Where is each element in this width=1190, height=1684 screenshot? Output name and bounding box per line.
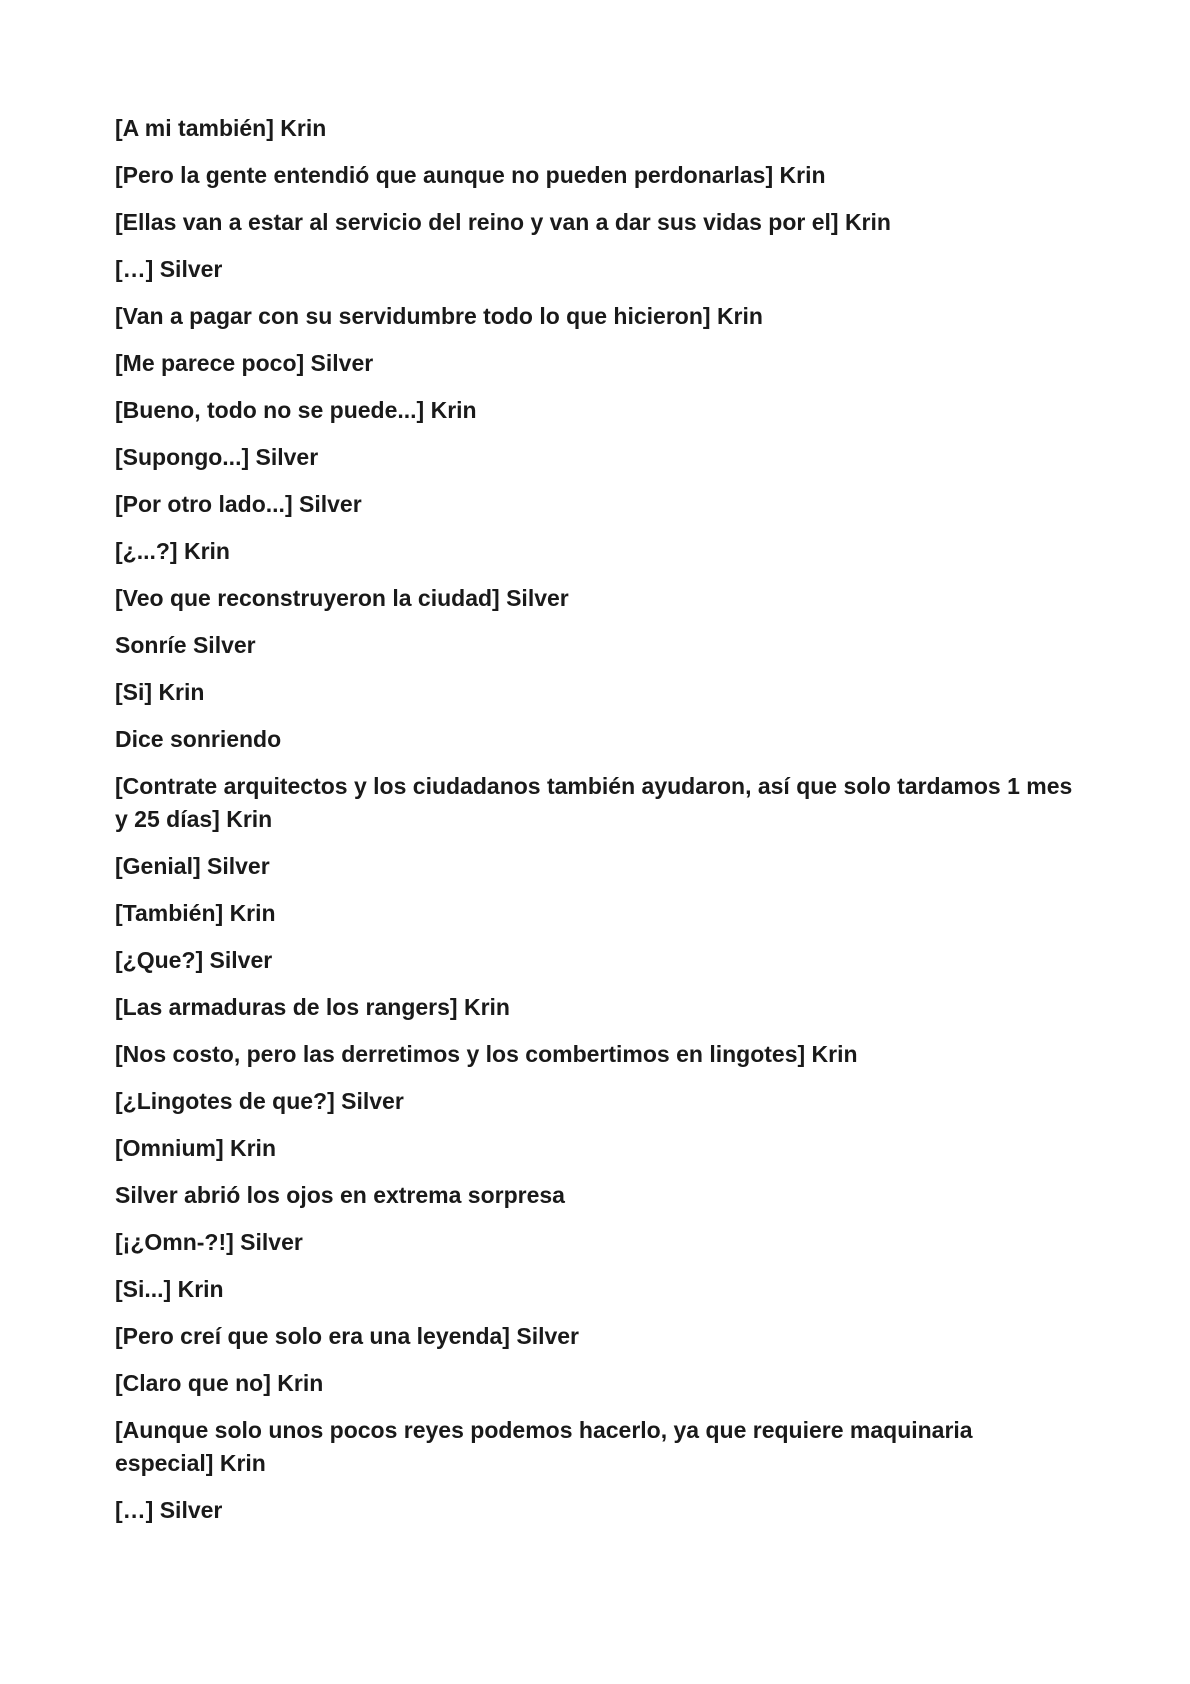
text-line: Sonríe Silver: [115, 632, 256, 658]
text-line: [A mi también] Krin: [115, 115, 327, 141]
text-line: [¿...?] Krin: [115, 538, 230, 564]
text-line: Dice sonriendo: [115, 726, 282, 752]
text-line: [Claro que no] Krin: [115, 1370, 324, 1396]
text-line: [¡¿Omn-?!] Silver: [115, 1229, 303, 1255]
text-line: [Omnium] Krin: [115, 1135, 276, 1161]
text-line: [¿Que?] Silver: [115, 947, 273, 973]
text-line: [Las armaduras de los rangers] Krin: [115, 994, 510, 1020]
text-line: [Por otro lado...] Silver: [115, 491, 362, 517]
text-line: [¿Lingotes de que?] Silver: [115, 1088, 404, 1114]
text-line: […] Silver: [115, 256, 223, 282]
text-line: Silver abrió los ojos en extrema sorpresa: [115, 1182, 565, 1208]
text-line: [Ellas van a estar al servicio del reino y van a dar sus vidas por el] Krin: [115, 209, 891, 235]
text-line: [Pero la gente entendió que aunque no pueden perdonarlas] Krin: [115, 162, 826, 188]
text-line: [También] Krin: [115, 900, 276, 926]
text-line: [Si...] Krin: [115, 1276, 224, 1302]
text-line: [Aunque solo unos pocos reyes podemos hacerlo, ya que requiere maquinaria especial] Krin: [115, 1417, 973, 1476]
text-line: [Me parece poco] Silver: [115, 350, 374, 376]
text-line: [Bueno, todo no se puede...] Krin: [115, 397, 477, 423]
text-line: [Van a pagar con su servidumbre todo lo que hicieron] Krin: [115, 303, 763, 329]
text-line: [Pero creí que solo era una leyenda] Silver: [115, 1323, 580, 1349]
text-line: [Genial] Silver: [115, 853, 270, 879]
text-line: [Si] Krin: [115, 679, 205, 705]
text-line: [Contrate arquitectos y los ciudadanos también ayudaron, así que solo tardamos 1 mes y 25 días] Krin: [115, 773, 1073, 832]
text-line: [Supongo...] Silver: [115, 444, 319, 470]
text-line: [Veo que reconstruyeron la ciudad] Silver: [115, 585, 569, 611]
text-line: [Nos costo, pero las derretimos y los combertimos en lingotes] Krin: [115, 1041, 858, 1067]
text-line: […] Silver: [115, 1497, 223, 1523]
dialogue-text: [115, 112, 1075, 1541]
